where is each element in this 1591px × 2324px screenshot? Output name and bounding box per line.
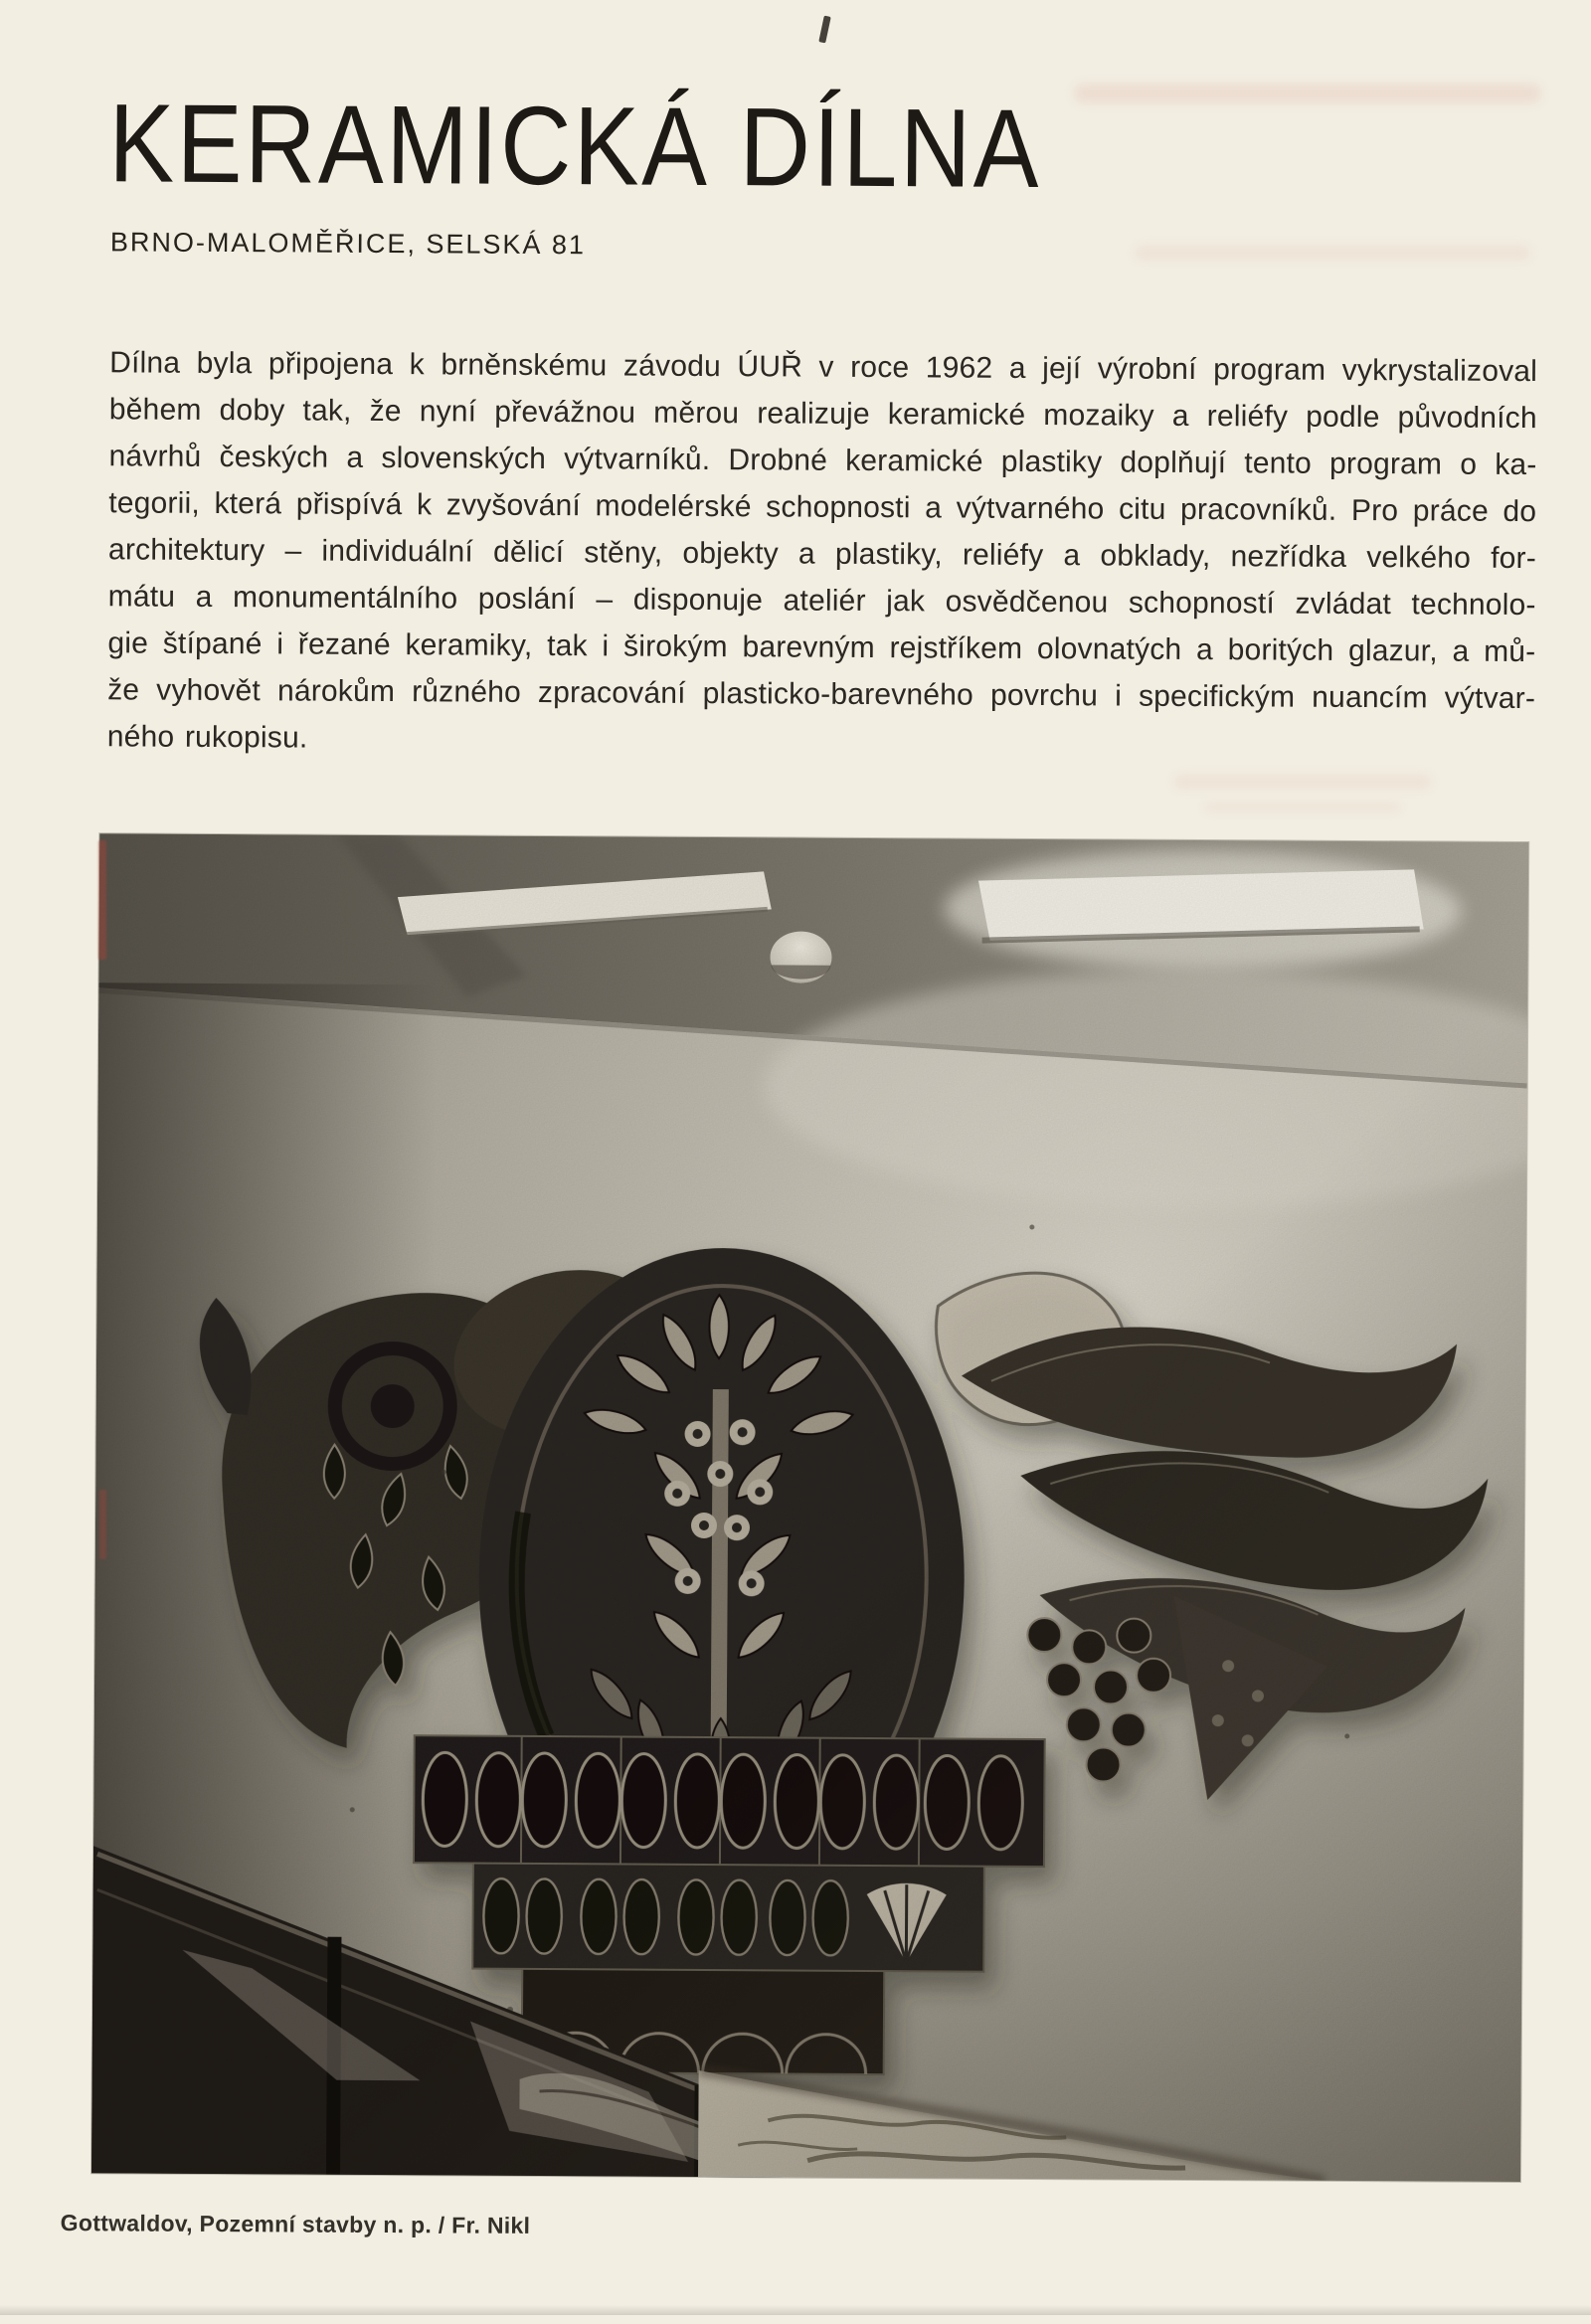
photo-mural-staircase: [91, 833, 1528, 2182]
bleed-through-mark: [1203, 802, 1402, 813]
paragraph-line: návrhů českých a slovenských výtvarníků. Drobné keramické plastiky doplňují tento program o ka-: [108, 440, 1537, 482]
photo-grain: [91, 833, 1528, 2182]
paragraph-line: mátu a monumentálního poslání – disponuje ateliér jak osvědčenou schopností zvládat technolo-: [107, 580, 1536, 623]
paragraph-line: gie štípané i řezané keramiky, tak i širokým barevným rejstříkem olovnatých a boritých glazur, a mů-: [107, 626, 1536, 669]
page-edge-shadow: [0, 2305, 1591, 2315]
paragraph-line: tegorii, která přispívá k zvyšování modelérské schopnosti a výtvarného citu pracovníků. Pro práce do: [108, 486, 1537, 529]
paragraph-line: Dílna byla připojena k brněnskému závodu ÚUŘ v roce 1962 a její výrobní program vykrystalizoval: [109, 346, 1538, 389]
bleed-through-mark: [1074, 84, 1541, 103]
red-scan-artifact: [98, 840, 106, 960]
red-scan-artifact: [99, 1490, 106, 1559]
paragraph-line: ného rukopisu.: [106, 720, 308, 755]
paragraph: [107, 339, 1538, 769]
page-title: KERAMICKÁ DÍLNA: [108, 81, 1042, 212]
paragraph-line: během doby tak, že nyní převážnou měrou realizuje keramické mozaiky a reliéfy podle původních: [108, 393, 1537, 436]
bleed-through-mark: [1134, 245, 1531, 261]
page-subtitle: BRNO-MALOMĚŘICE, SELSKÁ 81: [109, 227, 587, 261]
paragraph-line: architektury – individuální dělicí stěny, objekty a plastiky, reliéfy a obklady, nezřídka velkého for-: [107, 533, 1537, 576]
paragraph-line: že vyhovět nárokům různého zpracování plasticko-barevného povrchu i specifickým nuancím výtvar-: [107, 673, 1536, 716]
bleed-through-mark: [1173, 774, 1432, 790]
photo-caption: Gottwaldov, Pozemní stavby n. p. / Fr. Nikl: [60, 2210, 531, 2238]
